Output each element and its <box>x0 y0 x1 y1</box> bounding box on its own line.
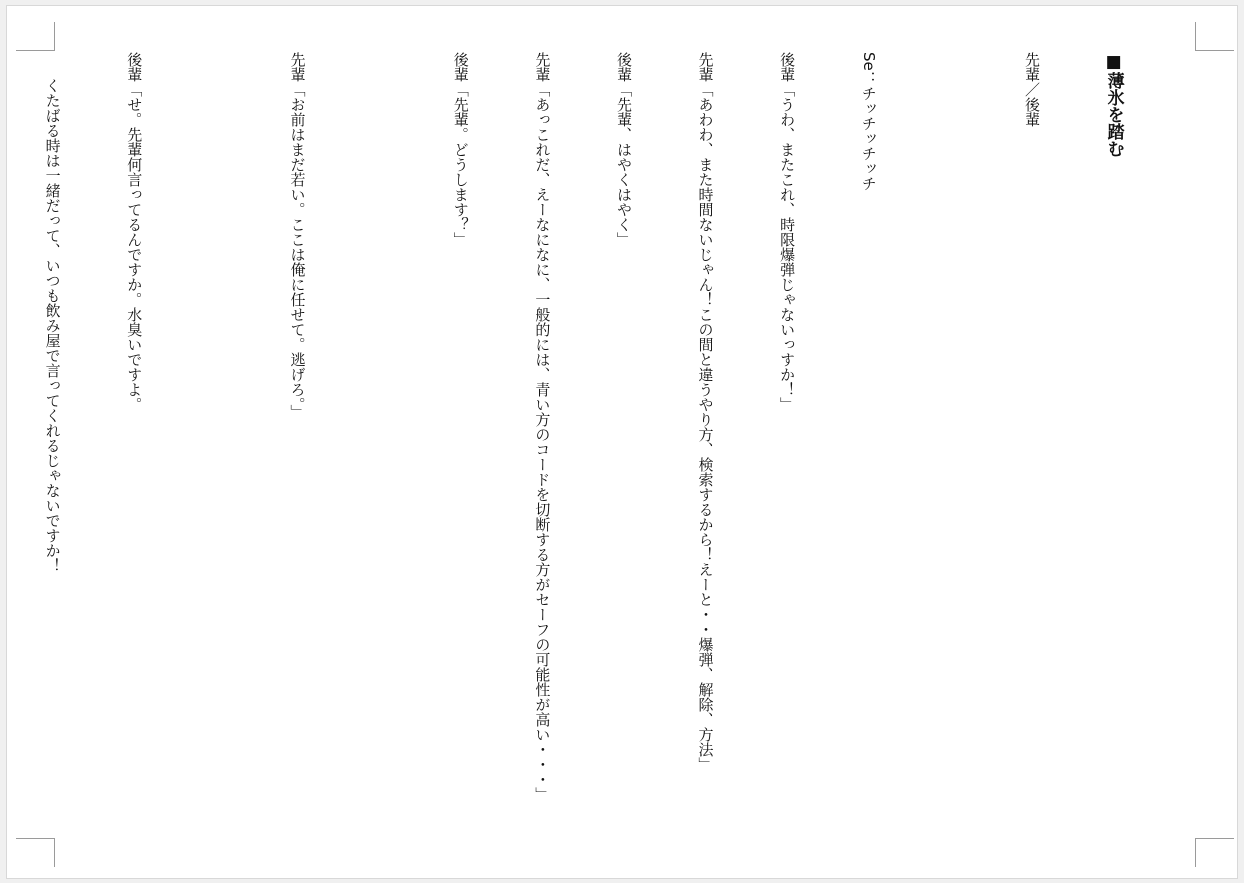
crop-mark-bottom-right <box>1195 838 1234 867</box>
text-line: 先輩「お前はまだ若い。ここは俺に任せて。逃げろ。」 <box>288 52 307 420</box>
text-line: 後輩「先輩。どうします？」 <box>451 52 470 247</box>
text-line: 先輩「あっこれだ、えーなになに、一般的には、青い方のコードを切断する方がセーフの可能性が高い・・・」 <box>533 52 552 802</box>
text-line: 先輩「あわわ、また時間ないじゃん！この間と違うやり方、検索するから！えーと・・爆弾、解除、方法」 <box>696 52 715 772</box>
blank-line <box>936 52 963 842</box>
text-line: 先輩／後輩 <box>1022 52 1041 127</box>
text-line: Se：チッチッチッチ <box>859 52 878 191</box>
crop-mark-bottom-left <box>16 838 55 867</box>
text-line: 後輩「先輩、はやくはやく」 <box>614 52 633 247</box>
text-line: 後輩「うわ、またこれ、時限爆弾じゃないっすか！」 <box>778 52 797 412</box>
document-title: ■薄氷を踏む <box>1103 52 1124 157</box>
blank-line <box>365 52 392 842</box>
vertical-text-body[interactable] <box>0 52 1181 842</box>
text-line: 後輩「せ。先輩何言ってるんですか。水臭いですよ。 <box>125 52 144 412</box>
text-line: くたばる時は一緒だって、いつも飲み屋で言ってくれるじゃないですか！ <box>43 78 62 573</box>
crop-mark-top-left <box>16 22 55 51</box>
crop-mark-top-right <box>1195 22 1234 51</box>
document-page <box>7 6 1237 878</box>
blank-line <box>202 52 229 842</box>
